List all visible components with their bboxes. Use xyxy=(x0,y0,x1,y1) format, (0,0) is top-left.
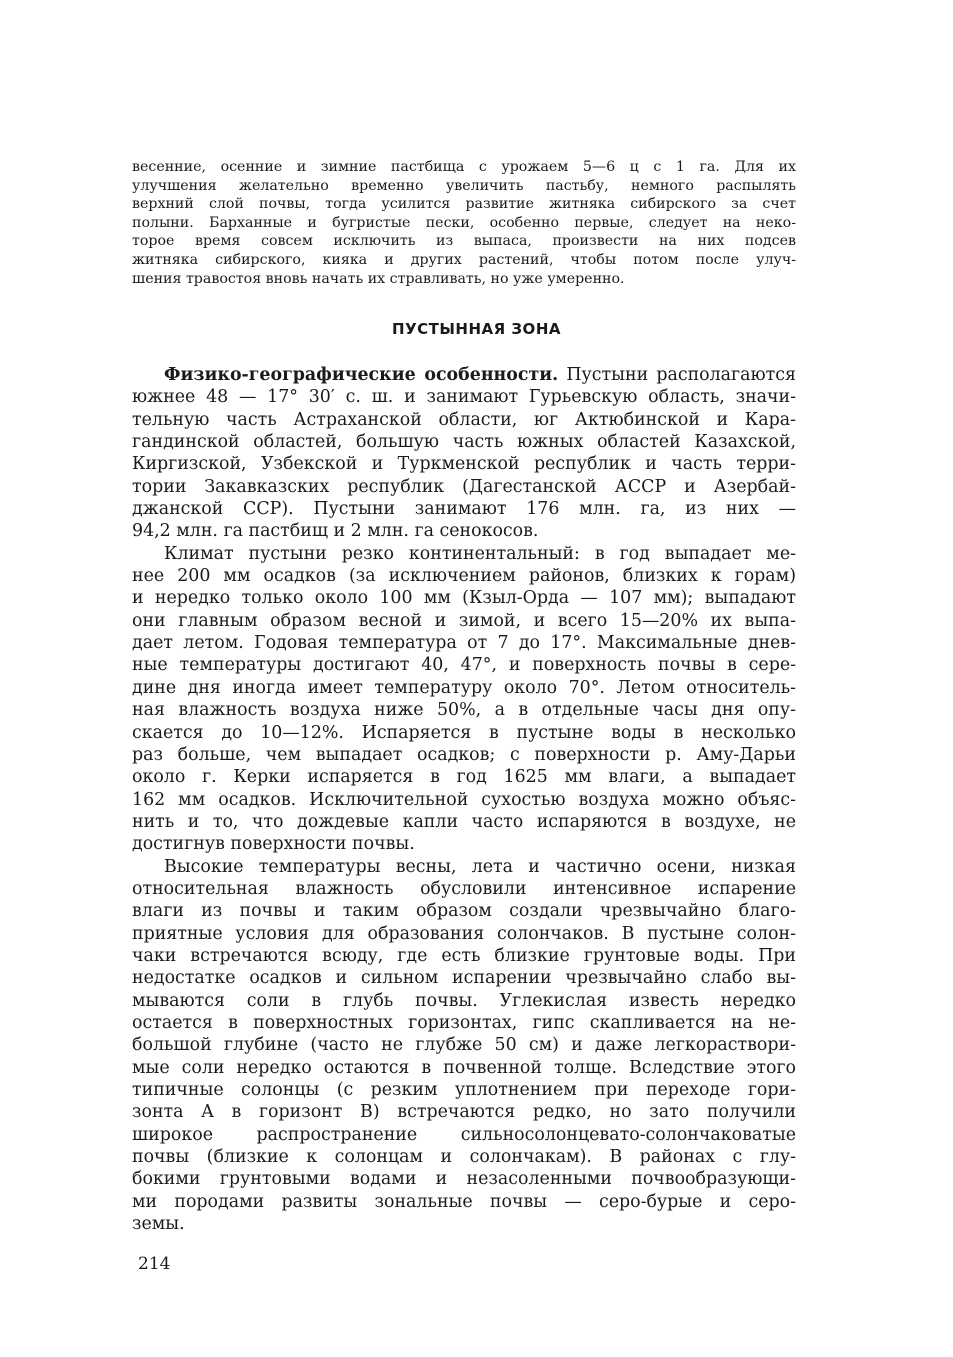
text-line: ми породами развиты зональные почвы — серо-бурые и серо- xyxy=(132,1191,796,1212)
text-line: гандинской областей, большую часть южных областей Казахской, xyxy=(132,432,796,453)
text-line: относительная влажность обусловили интенсивное испарение xyxy=(132,878,796,899)
text-line: дине дня иногда имеет температуру около 70°. Летом относитель- xyxy=(132,677,796,698)
text-line: житняка сибирского, кияка и других растений, чтобы потом после улуч- xyxy=(132,251,796,268)
text-line: Пустыни располагаются xyxy=(558,365,797,385)
text-line: тории Закавказских республик (Дагестанской АССР и Азербай- xyxy=(132,476,796,497)
text-line: весенние, осенние и зимние пастбища с урожаем 5—6 ц с 1 га. Для их xyxy=(132,159,796,175)
text-line: влаги из почвы и таким образом создали чрезвычайно благо- xyxy=(132,901,796,922)
text-line: джанской ССР). Пустыни занимают 176 млн. га, из них — xyxy=(132,499,796,520)
text-line: Киргизской, Узбекской и Туркменской республик и часть терри- xyxy=(132,454,796,475)
text-line: южнее 48 — 17° 30′ с. ш. и занимают Гурьевскую область, значи- xyxy=(132,387,796,408)
text-line: 94,2 млн. га пастбищ и 2 млн. га сенокосов. xyxy=(132,521,539,542)
text-line: торое время совсем исключить из выпаса, произвести на них подсев xyxy=(132,233,796,250)
text-line: чаки встречаются всюду, где есть близкие грунтовые воды. При xyxy=(132,945,796,966)
text-line: остается в поверхностных горизонтах, гипс скапливается на не- xyxy=(132,1012,796,1033)
text-line: земы. xyxy=(132,1214,185,1235)
text-line: недостатке осадков и сильном испарении чрезвычайно слабо вы- xyxy=(132,968,796,989)
top-paragraph xyxy=(132,158,796,288)
text-line: ные температуры достигают 40, 47°, и поверхность почвы в сере- xyxy=(132,655,796,676)
text-line: нее 200 мм осадков (за исключением районов, близких к горам) xyxy=(132,566,796,587)
text-line: и нередко только около 100 мм (Кзыл-Орда — 107 мм); выпадают xyxy=(132,588,796,609)
main-text xyxy=(132,364,796,1235)
text-line: они главным образом весной и зимой, и всего 15—20% их выпа- xyxy=(132,610,796,631)
text-line: приятные условия для образования солончаков. В пустыне солон- xyxy=(132,923,796,944)
page-number: 214 xyxy=(138,1254,171,1274)
text-line: Климат пустыни резко континентальный: в год выпадает ме- xyxy=(164,543,796,564)
text-line: скается до 10—12%. Испаряется в пустыне воды в несколько xyxy=(132,722,796,743)
text-line: раз больше, чем выпадает осадков; с поверхности р. Аму-Дарьи xyxy=(132,744,796,765)
paragraph-1-first-line xyxy=(132,364,796,386)
text-line: улучшения желательно временно увеличить пастьбу, немного распылять xyxy=(132,177,796,194)
text-line: 162 мм осадков. Исключительной сухостью воздуха можно объяс- xyxy=(132,789,796,810)
text-line: Высокие температуры весны, лета и частично осени, низкая xyxy=(164,856,796,877)
text-line: зонта A в горизонт B) встречаются редко, но зато получили xyxy=(132,1102,796,1123)
text-line: широкое распространение сильносолонцевато-солончаковатые xyxy=(132,1124,796,1145)
text-line: полыни. Барханные и бугристые пески, особенно первые, следует на неко- xyxy=(132,214,796,231)
text-line: верхний слой почвы, тогда усилится развитие житняка сибирского за счет xyxy=(132,196,796,213)
text-line: большой глубине (часто не глубже 50 см) и даже легкораствори- xyxy=(132,1035,796,1056)
text-line: нить и то, что дождевые капли часто испаряются в воздухе, не xyxy=(132,811,796,832)
text-line: около г. Керки испаряется в год 1625 мм влаги, а выпадает xyxy=(132,767,796,788)
text-line: шения травостоя вновь начать их стравливать, но уже умеренно. xyxy=(132,270,625,287)
text-line: типичные солонцы (с резким уплотнением при переходе гори- xyxy=(132,1080,796,1100)
text-line: тельную часть Астраханской области, юг Актюбинской и Кара- xyxy=(132,409,796,430)
text-line: дает летом. Годовая температура от 7 до 17°. Максимальные днев- xyxy=(132,633,796,654)
text-line: достигнув поверхности почвы. xyxy=(132,834,415,855)
text-line: почвы (близкие к солонцам и солончакам). В районах с глу- xyxy=(132,1147,796,1168)
text-line: мые соли нередко остаются в почвенной толще. Вследствие этого xyxy=(132,1057,796,1078)
paragraph-lead: Физико-географические особенности. xyxy=(164,365,559,385)
text-line: бокими грунтовыми водами и незасоленными почвообразующи- xyxy=(132,1169,796,1190)
section-heading: ПУСТЫННАЯ ЗОНА xyxy=(392,320,561,338)
text-line: ная влажность воздуха ниже 50%, а в отдельные часы дня опу- xyxy=(132,700,796,721)
text-line: мываются соли в глубь почвы. Углекислая известь нередко xyxy=(132,990,796,1011)
